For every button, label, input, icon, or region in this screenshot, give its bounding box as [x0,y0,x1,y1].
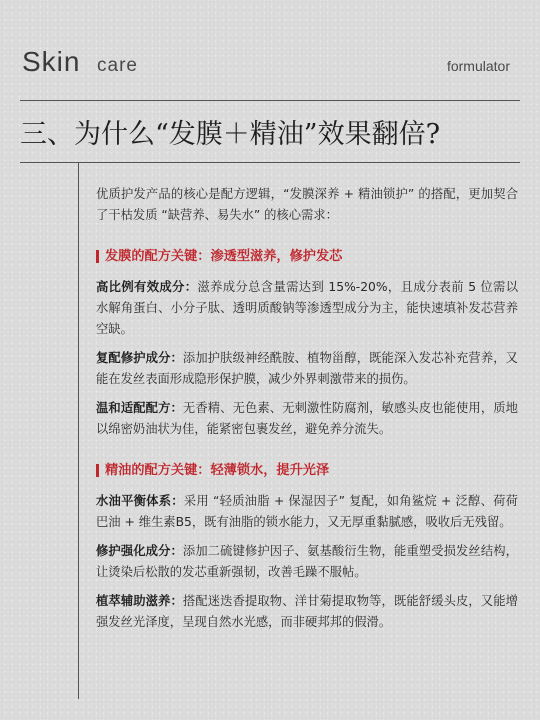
vertical-divider [78,162,79,699]
page-title: 三、为什么“发膜＋精油”效果翻倍? [20,119,441,150]
item-label: 高比例有效成分： [96,280,198,294]
item-text: 采用 “轻质油脂 + 保湿因子” 复配，如角鲨烷 + 泛醇、荷荷巴油 + 维生素B5，既有油脂的锁水能力，又无厚重黏腻感，吸收后无残留。 [96,494,518,529]
item-label: 修护强化成分： [96,544,183,558]
item-label: 水油平衡体系： [96,494,184,508]
section-heading-text: 发膜的配方关键：渗透型滋养，修护发芯 [105,249,343,264]
title-divider [20,162,520,163]
list-item [96,541,518,583]
item-text: 滋养成分总含量需达到 15%-20%，且成分表前 5 位需以水解角蛋白、小分子肽、透明质酸钠等渗透型成分为主，能快速填补发芯营养空缺。 [96,280,518,336]
brand-header [22,46,510,82]
item-text: 添加护肤级神经酰胺、植物甾醇，既能深入发芯补充营养，又能在发丝表面形成隐形保护膜，减少外界刺激带来的损伤。 [96,351,518,386]
brand-skin: Skin [22,46,81,77]
list-item [96,591,518,633]
section-heading-text: 精油的配方关键：轻薄锁水，提升光泽 [105,463,330,478]
list-item [96,491,518,533]
list-item [96,348,518,390]
intro-paragraph: 优质护发产品的核心是配方逻辑，“发膜深养 + 精油锁护” 的搭配，更加契合了干枯发质 “缺营养、易失水” 的核心需求： [96,187,518,222]
item-text: 搭配迷迭香提取物、洋甘菊提取物等，既能舒缓头皮，又能增强发丝光泽度，呈现自然水光感，而非硬邦邦的假滑。 [96,594,518,629]
item-label: 温和适配配方： [96,401,183,415]
brand-care: care [97,55,138,76]
brand-formulator: formulator [446,58,510,74]
top-divider [20,100,520,101]
list-item [96,398,518,440]
heading-bar-icon [96,250,99,263]
section-gap [96,448,518,460]
heading-bar-icon [96,464,99,477]
item-text: 添加二硫键修护因子、氨基酸衍生物，能重塑受损发丝结构，让烫染后松散的发芯重新强韧，改善毛躁不服帖。 [96,544,518,579]
article-body [96,184,518,641]
item-label: 植萃辅助滋养： [96,594,183,608]
item-text: 无香精、无色素、无刺激性防腐剂，敏感头皮也能使用，质地以绵密奶油状为佳，能紧密包裹发丝，避免养分流失。 [96,401,518,436]
section-heading-mask [96,246,518,267]
section-heading-oil [96,460,518,481]
item-label: 复配修护成分： [96,351,183,365]
list-item [96,277,518,340]
